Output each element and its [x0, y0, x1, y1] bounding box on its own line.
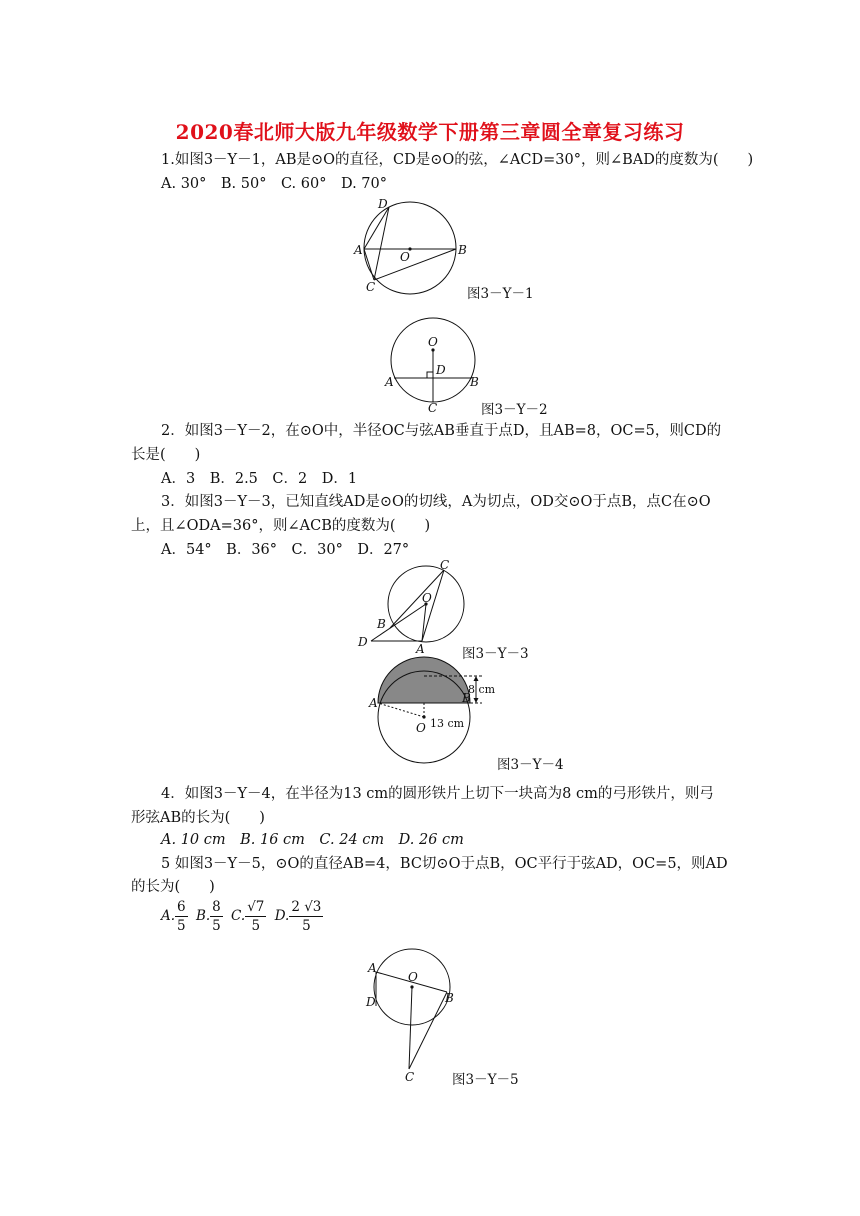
q3-options: A．54° B．36° C．30° D．27° — [161, 542, 410, 558]
fig5-label-d: D — [366, 995, 376, 1009]
fig3-caption: 图3－Y－3 — [462, 646, 529, 662]
q1-stem: 1.如图3－Y－1，AB是⊙O的直径，CD是⊙O的弦，∠ACD=30°，则∠BAD的度数为( ) — [161, 152, 754, 168]
q1-options: A. 30° B. 50° C. 60° D. 70° — [161, 176, 387, 192]
fig5-caption: 图3－Y－5 — [452, 1072, 519, 1088]
q5-option-d-den: 5 — [302, 918, 311, 934]
fig1-label-b: B — [458, 243, 467, 257]
fig1-label-o: O — [400, 250, 410, 264]
fig4-label-a: A — [369, 696, 378, 710]
figure-3-y-3 — [355, 560, 475, 656]
q5-option-c-den: 5 — [251, 918, 261, 934]
fig5-label-c: C — [405, 1070, 415, 1084]
q4-options: A. 10 cm B. 16 cm C. 24 cm D. 26 cm — [161, 832, 464, 848]
q5-option-a-num: 6 — [177, 899, 186, 915]
q5-stem-line1: 5 如图3－Y－5，⊙O的直径AB=4，BC切⊙O于点B，OC平行于弦AD，OC=5，则AD — [161, 856, 728, 872]
page-title: 2020春北师大版九年级数学下册第三章圆全章复习练习 — [175, 120, 685, 144]
q5-option-d-letter: D. — [274, 908, 290, 924]
q5-option-b-den: 5 — [212, 918, 221, 934]
q5-option-c — [245, 898, 266, 935]
q5-option-b — [210, 898, 223, 935]
figure-3-y-4 — [368, 672, 498, 772]
q4-stem-line2: 形弦AB的长为( ) — [131, 810, 265, 826]
fig2-label-d: D — [436, 363, 446, 377]
fig4-label-b: B — [462, 691, 471, 705]
q5-option-c-num: √7 — [247, 899, 265, 915]
fig4-label-height: 8 cm — [468, 683, 496, 696]
q5-stem-line2: 的长为( ) — [131, 879, 215, 895]
fig2-label-o: O — [428, 335, 438, 349]
q4-stem-line1: 4．如图3－Y－4，在半径为13 cm的圆形铁片上切下一块高为8 cm的弓形铁片，则弓 — [161, 786, 714, 802]
q3-stem-line2: 上，且∠ODA=36°，则∠ACB的度数为( ) — [131, 518, 431, 534]
q5-option-a — [175, 898, 188, 935]
figure-3-y-5 — [362, 942, 462, 1084]
fig1-label-a: A — [354, 243, 363, 257]
q5-option-d — [289, 898, 323, 935]
fig3-label-o: O — [422, 591, 432, 605]
q5-option-b-num: 8 — [212, 899, 221, 915]
q5-options — [161, 898, 327, 935]
q5-option-a-letter: A. — [161, 908, 176, 924]
fig1-label-c: C — [366, 280, 376, 294]
fig2-label-b: B — [470, 375, 479, 389]
fig2-caption: 图3－Y－2 — [481, 402, 548, 418]
q3-stem-line1: 3．如图3－Y－3，已知直线AD是⊙O的切线，A为切点，OD交⊙O于点B，点C在⊙O — [161, 494, 711, 510]
fig4-label-o: O — [416, 721, 426, 735]
q2-stem-line2: 长是( ) — [131, 447, 201, 463]
q2-options: A．3 B．2.5 C．2 D．1 — [161, 471, 358, 487]
fig4-label-radius: 13 cm — [430, 717, 465, 730]
fig5-label-b: B — [445, 991, 454, 1005]
fig3-label-c: C — [440, 558, 450, 572]
fig4-caption: 图3－Y－4 — [497, 757, 564, 773]
q2-stem-line1: 2．如图3－Y－2，在⊙O中，半径OC与弦AB垂直于点D，且AB=8，OC=5，则CD的 — [161, 423, 722, 439]
fig5-label-a: A — [368, 961, 377, 975]
q5-option-d-num: 2 √3 — [291, 899, 322, 915]
fig2-label-a: A — [385, 375, 394, 389]
fig5-label-o: O — [408, 970, 418, 984]
fig3-label-b: B — [377, 617, 386, 631]
q5-option-a-den: 5 — [177, 918, 186, 934]
figure-3-y-2 — [380, 308, 490, 416]
figure-3-y-1 — [350, 196, 470, 300]
fig3-label-d: D — [358, 635, 368, 649]
q5-option-b-letter: B. — [195, 908, 211, 924]
fig1-caption: 图3－Y－1 — [467, 286, 534, 302]
fig2-label-c: C — [428, 401, 438, 415]
fig1-label-d: D — [378, 197, 388, 211]
q5-option-c-letter: C. — [231, 908, 246, 924]
fig3-label-a: A — [416, 642, 425, 656]
